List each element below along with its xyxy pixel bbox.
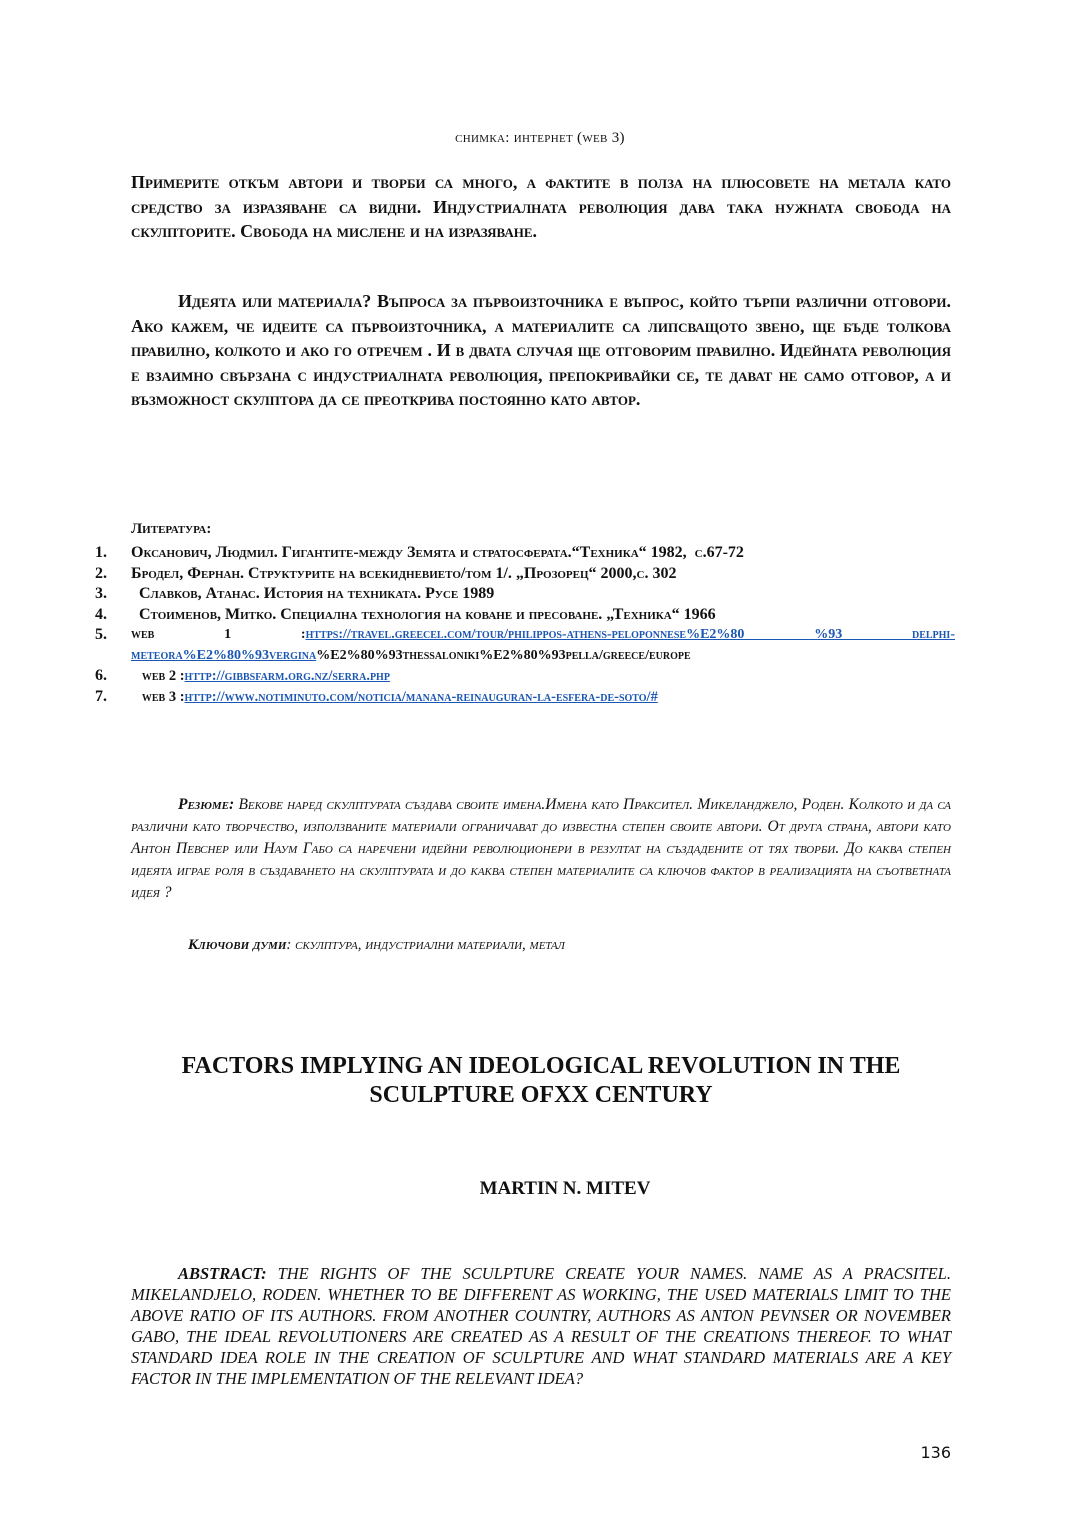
reference-text: [131, 687, 955, 708]
reference-link[interactable]: http://www.notiminuto.com/noticia/manana-reinauguran-la-esfera-de-soto/#: [184, 688, 658, 705]
title-line: FACTORS IMPLYING AN IDEOLOGICAL REVOLUTION IN THE: [181, 1053, 901, 1079]
reference-item: [95, 625, 955, 666]
figure-caption: снимка: интернет (web 3): [455, 130, 625, 146]
keywords-line: [188, 937, 565, 954]
reference-item: [95, 543, 955, 564]
reference-prefix: web 3 :: [131, 688, 185, 705]
keywords-text: : скулптура, индустриални материали, метал: [286, 937, 565, 953]
reference-number: 7.: [95, 687, 107, 705]
reference-number: 5.: [95, 626, 107, 643]
reference-link[interactable]: http://gibbsfarm.org.nz/serra.php: [184, 668, 390, 684]
reference-number: 1.: [95, 544, 107, 561]
reference-list: [95, 543, 955, 707]
body-paragraph: Примерите откъм автори и творби са много, а фактите в полза на плюсовете на метала като средство за изразяване са видни. Индустриалната революция дава така нужната свобода на скулпторите. Свобода на мислене и на изразяване.: [131, 172, 951, 241]
reference-number: 6.: [95, 667, 107, 684]
reference-number: 4.: [95, 605, 107, 623]
resume-paragraph: [131, 794, 951, 904]
reference-text: [131, 625, 955, 666]
reference-item: [95, 666, 955, 687]
author-name: MARTIN N. MITEV: [479, 1178, 651, 1199]
reference-prefix: web 2 :: [131, 668, 185, 684]
reference-item: [95, 605, 955, 626]
abstract-paragraph: [131, 1263, 951, 1389]
literature-heading: Литература:: [131, 521, 212, 537]
abstract-text: THE RIGHTS OF THE SCULPTURE CREATE YOUR NAMES. NAME AS A PRACSITEL. MIKELANDJELO, RODEN. WHETHER TO BE DIFFERENT AS WORKING, THE USED MATERIALS LIMIT TO THE ABOVE RATIO OF ITS AUTHORS. FROM ANOTHER COUNTRY, AUTHORS AS ANTON PEVNSER OR NOVEMBER GABO, THE IDEAL REVOLUTIONERS ARE CREATED AS A RESULT OF THE CREATIONS THEREOF. TO WHAT STANDARD IDEA ROLE IN THE CREATION OF SCULPTURE AND WHAT STANDARD MATERIALS ARE A KEY FACTOR IN THE IMPLEMENTATION OF THE RELEVANT IDEA?: [131, 1264, 951, 1388]
abstract-label: ABSTRACT:: [178, 1264, 267, 1283]
reference-item: [95, 687, 955, 708]
page-number: 136: [920, 1443, 951, 1462]
reference-text: Славков, Атанас. История на техниката. Русе 1989: [131, 585, 495, 602]
reference-text: Стоименов, Митко. Специална технология на коване и пресоване. „Техника“ 1966: [131, 605, 716, 623]
reference-number: 3.: [95, 585, 107, 602]
reference-text: Бродел, Фернан. Структурите на всекидневието/том 1/. „Прозорец“ 2000,с. 302: [131, 564, 677, 582]
english-title: [131, 1052, 951, 1110]
reference-prefix: web 1 :: [131, 627, 306, 642]
title-line: SCULPTURE OFXX CENTURY: [369, 1082, 713, 1108]
reference-text: Оксанович, Людмил. Гигантите-между Земята и стратосферата.“Техника“ 1982, с.67-72: [131, 544, 744, 561]
keywords-label: Ключови думи: [188, 937, 287, 953]
reference-number: 2.: [95, 564, 107, 582]
reference-text: [131, 666, 955, 687]
reference-item: [95, 584, 955, 605]
reference-item: [95, 564, 955, 585]
body-paragraph: Идеята или материала? Въпроса за първоизточника е въпрос, който търпи различни отговори. Ако кажем, че идеите са първоизточника, а материалите са липсващото звено, ще бъде толкова правилно, колкото и ако го отречем . И в двата случая ще отговорим правилно. Идейната революция е взаимно свързана с индустриалната революция, препокривайки се, те дават не само отговор, а и възможност скулптора да се преоткрива постоянно като автор.: [131, 291, 951, 409]
reference-link[interactable]: https://travel.greecel.com/tour/philippos-athens-peloponnese%E2%80 %93 delphi-meteora%E2%80%93vergina: [131, 627, 955, 663]
resume-text: Векове наред скулптурата създава своите имена.Имена като Пракситeл. Микеланджело, Роден. Колкото и да са различни като творчество, използваните материали ограничават до известна степен своите автори. От друга страна, автори като Антон Певснер или Наум Габо са наречени идейни революционери в резултат на създадените от тях творби. До каква степен идеята играе роля в създаването на скулптурата и до каква степен материалите са ключов фактор в реализацията на съответната идея ?: [131, 796, 951, 901]
resume-label: Резюме:: [178, 796, 235, 813]
reference-suffix: %E2%80%93thessaloniki%E2%80%93pella/greece/europe: [316, 647, 691, 663]
